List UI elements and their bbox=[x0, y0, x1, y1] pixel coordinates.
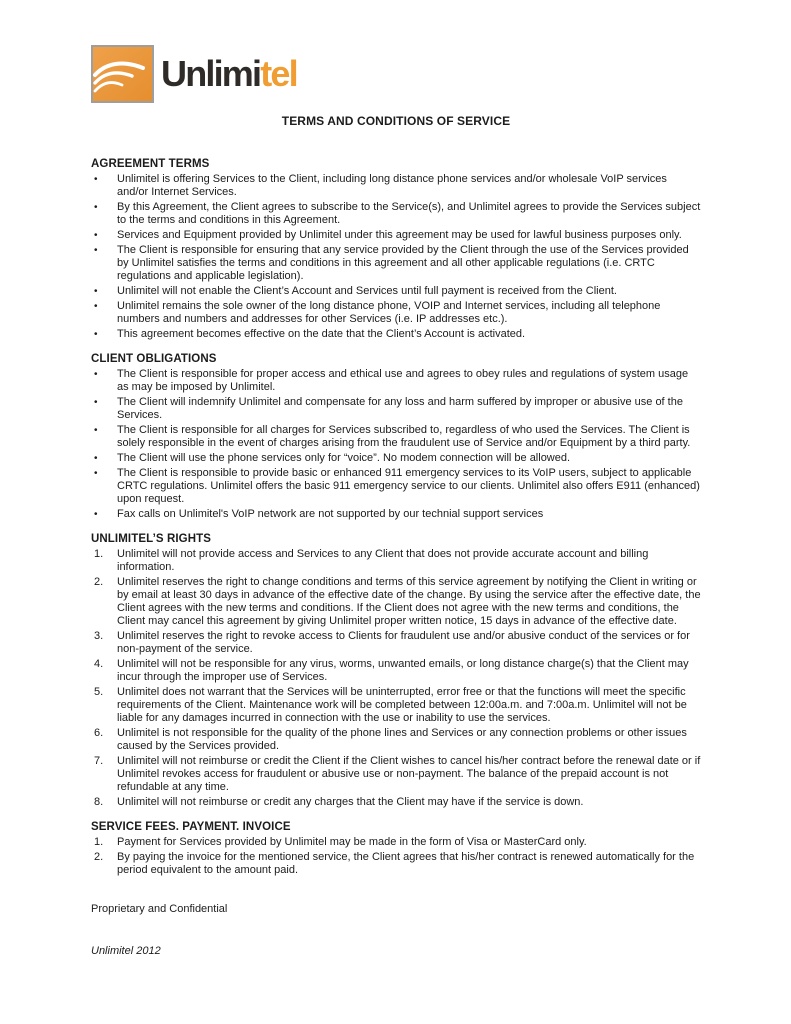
item-text: Unlimitel is not responsible for the quality of the phone lines and Services or any connection problems or other issues caused by the Services provided. bbox=[117, 727, 687, 752]
item-text: This agreement becomes effective on the date that the Client’s Account is activated. bbox=[117, 328, 526, 340]
bullet-item bbox=[91, 285, 701, 298]
item-text: Unlimitel is offering Services to the Client, including long distance phone services and/or wholesale VoIP services and/or Internet Services. bbox=[117, 173, 667, 198]
numbered-item bbox=[91, 686, 701, 725]
item-text: Unlimitel will not enable the Client’s Account and Services until full payment is received from the Client. bbox=[117, 285, 617, 297]
bullet-item bbox=[91, 467, 701, 506]
bullet-item bbox=[91, 452, 701, 465]
footer-confidential: Proprietary and Confidential bbox=[91, 903, 228, 915]
item-text: The Client is responsible to provide basic or enhanced 911 emergency services to its VoIP users, subject to applicable CRTC regulations. Unlimitel offers the basic 911 emergency service to our clients. Unlimitel also offers E911 (enhanced) upon request. bbox=[117, 467, 700, 505]
footer-copyright: Unlimitel 2012 bbox=[91, 945, 161, 957]
numbered-item bbox=[91, 630, 701, 656]
item-text: The Client will use the phone services only for “voice”. No modem connection will be allowed. bbox=[117, 452, 571, 464]
bullet-item bbox=[91, 396, 701, 422]
logo-wordmark bbox=[161, 45, 297, 103]
item-text: Fax calls on Unlimitel's VoIP network are not supported by our technial support services bbox=[117, 508, 544, 520]
bullet-item bbox=[91, 508, 701, 521]
document-title: TERMS AND CONDITIONS OF SERVICE bbox=[281, 114, 511, 128]
item-text: Unlimitel reserves the right to revoke access to Clients for fraudulent use and/or abusive conduct of the services or for non-payment of the service. bbox=[117, 630, 690, 655]
numbered-item bbox=[91, 548, 701, 574]
item-text: The Client will indemnify Unlimitel and compensate for any loss and harm suffered by improper or abusive use of the Services. bbox=[117, 396, 683, 421]
section-service-fees-payment-invoice bbox=[91, 821, 701, 877]
bullet-marker: • bbox=[94, 230, 98, 241]
item-text: By this Agreement, the Client agrees to subscribe to the Service(s), and Unlimitel agrees to provide the Services subject to the terms and conditions in this Agreement. bbox=[117, 201, 701, 226]
bullet-marker: • bbox=[94, 286, 98, 297]
bullet-marker: • bbox=[94, 301, 98, 312]
numbered-item bbox=[91, 576, 701, 628]
section-agreement-terms bbox=[91, 158, 701, 341]
bullet-marker: • bbox=[94, 329, 98, 340]
numbered-item bbox=[91, 658, 701, 684]
bullet-item bbox=[91, 244, 701, 283]
item-text: The Client is responsible for proper access and ethical use and agrees to obey rules and regulations of system usage as may be imposed by Unlimitel. bbox=[117, 368, 689, 393]
number-marker: 7. bbox=[94, 755, 104, 767]
item-text: Unlimitel will not provide access and Services to any Client that does not provide accurate account and billing information. bbox=[117, 548, 649, 573]
bullet-item bbox=[91, 424, 701, 450]
number-marker: 3. bbox=[94, 630, 104, 642]
item-text: Payment for Services provided by Unlimitel may be made in the form of Visa or MasterCard only. bbox=[117, 836, 587, 848]
number-marker: 1. bbox=[94, 548, 104, 560]
numbered-item bbox=[91, 851, 701, 877]
number-marker: 2. bbox=[94, 576, 104, 588]
bullet-item bbox=[91, 368, 701, 394]
item-text: Unlimitel will not reimburse or credit the Client if the Client wishes to cancel his/her contract before the renewal date or if Unlimitel revokes access for fraudulent or abusive use or non-payment. The balance of the prepaid account is not refundable at any time. bbox=[117, 755, 701, 793]
item-text: Unlimitel does not warrant that the Services will be uninterrupted, error free or that the functions will meet the specific requirements of the Client. Maintenance work will be completed between 12:00a.m. and 7:00a.m. Unlimitel will not be liable for any damages incurred in connection with the use or inability to use the services. bbox=[117, 686, 687, 724]
document-sections bbox=[91, 158, 701, 877]
logo-wordmark-accent: tel bbox=[260, 53, 297, 94]
number-marker: 2. bbox=[94, 851, 104, 863]
bullet-marker: • bbox=[94, 453, 98, 464]
bullet-marker: • bbox=[94, 174, 98, 185]
bullet-marker: • bbox=[94, 202, 98, 213]
unlimitel-logo bbox=[91, 45, 701, 103]
section-heading: CLIENT OBLIGATIONS bbox=[91, 353, 217, 365]
item-text: Unlimitel reserves the right to change conditions and terms of this service agreement by notifying the Client in writing or by email at least 30 days in advance of the effective date of the change. By using the service after the effective date, the Client agrees with the new terms and conditions. If the Client does not agree with the new terms and conditions, the Client may cancel this agreement by giving Unlimitel proper written notice, 15 days in advance of the effective date. bbox=[117, 576, 701, 627]
signal-waves-icon bbox=[91, 45, 154, 103]
section-client-obligations bbox=[91, 353, 701, 521]
item-text: Unlimitel will not reimburse or credit any charges that the Client may have if the service is down. bbox=[117, 796, 584, 808]
numbered-item bbox=[91, 727, 701, 753]
numbered-item bbox=[91, 796, 701, 809]
number-marker: 4. bbox=[94, 658, 104, 670]
number-marker: 8. bbox=[94, 796, 104, 808]
bullet-marker: • bbox=[94, 397, 98, 408]
section-heading: AGREEMENT TERMS bbox=[91, 158, 210, 170]
item-text: The Client is responsible for all charges for Services subscribed to, regardless of who used the Services. The Client is solely responsible in the event of charges arising from the fraudulent use of Service and/or Equipment by a third party. bbox=[117, 424, 691, 449]
logo-wordmark-dark: Unlimi bbox=[161, 53, 261, 94]
bullet-marker: • bbox=[94, 369, 98, 380]
section-heading: SERVICE FEES. PAYMENT. INVOICE bbox=[91, 821, 291, 833]
bullet-item bbox=[91, 229, 701, 242]
bullet-item bbox=[91, 201, 701, 227]
bullet-item bbox=[91, 328, 701, 341]
bullet-marker: • bbox=[94, 425, 98, 436]
section-heading: UNLIMITEL’S RIGHTS bbox=[91, 533, 211, 545]
section-unlimitels-rights bbox=[91, 533, 701, 809]
numbered-item bbox=[91, 836, 701, 849]
bullet-marker: • bbox=[94, 468, 98, 479]
item-text: Services and Equipment provided by Unlimitel under this agreement may be used for lawful business purposes only. bbox=[117, 229, 682, 241]
bullet-marker: • bbox=[94, 245, 98, 256]
bullet-marker: • bbox=[94, 509, 98, 520]
bullet-item bbox=[91, 173, 701, 199]
item-text: Unlimitel will not be responsible for any virus, worms, unwanted emails, or long distance charge(s) that the Client may incur through the improper use of Services. bbox=[117, 658, 689, 683]
number-marker: 1. bbox=[94, 836, 104, 848]
numbered-item bbox=[91, 755, 701, 794]
item-text: By paying the invoice for the mentioned service, the Client agrees that his/her contract is renewed automatically for the period equivalent to the amount paid. bbox=[117, 851, 695, 876]
item-text: Unlimitel remains the sole owner of the long distance phone, VOIP and Internet services, including all telephone numbers and numbers and addresses for other Services (i.e. IP addresses etc.). bbox=[117, 300, 661, 325]
number-marker: 6. bbox=[94, 727, 104, 739]
document-footer bbox=[91, 903, 701, 958]
bullet-item bbox=[91, 300, 701, 326]
item-text: The Client is responsible for ensuring that any service provided by the Client through the use of the Services provided by Unlimitel satisfies the terms and conditions in this agreement and all other applicable regulations (i.e. CRTC regulations and applicable legislation). bbox=[117, 244, 689, 282]
number-marker: 5. bbox=[94, 686, 104, 698]
